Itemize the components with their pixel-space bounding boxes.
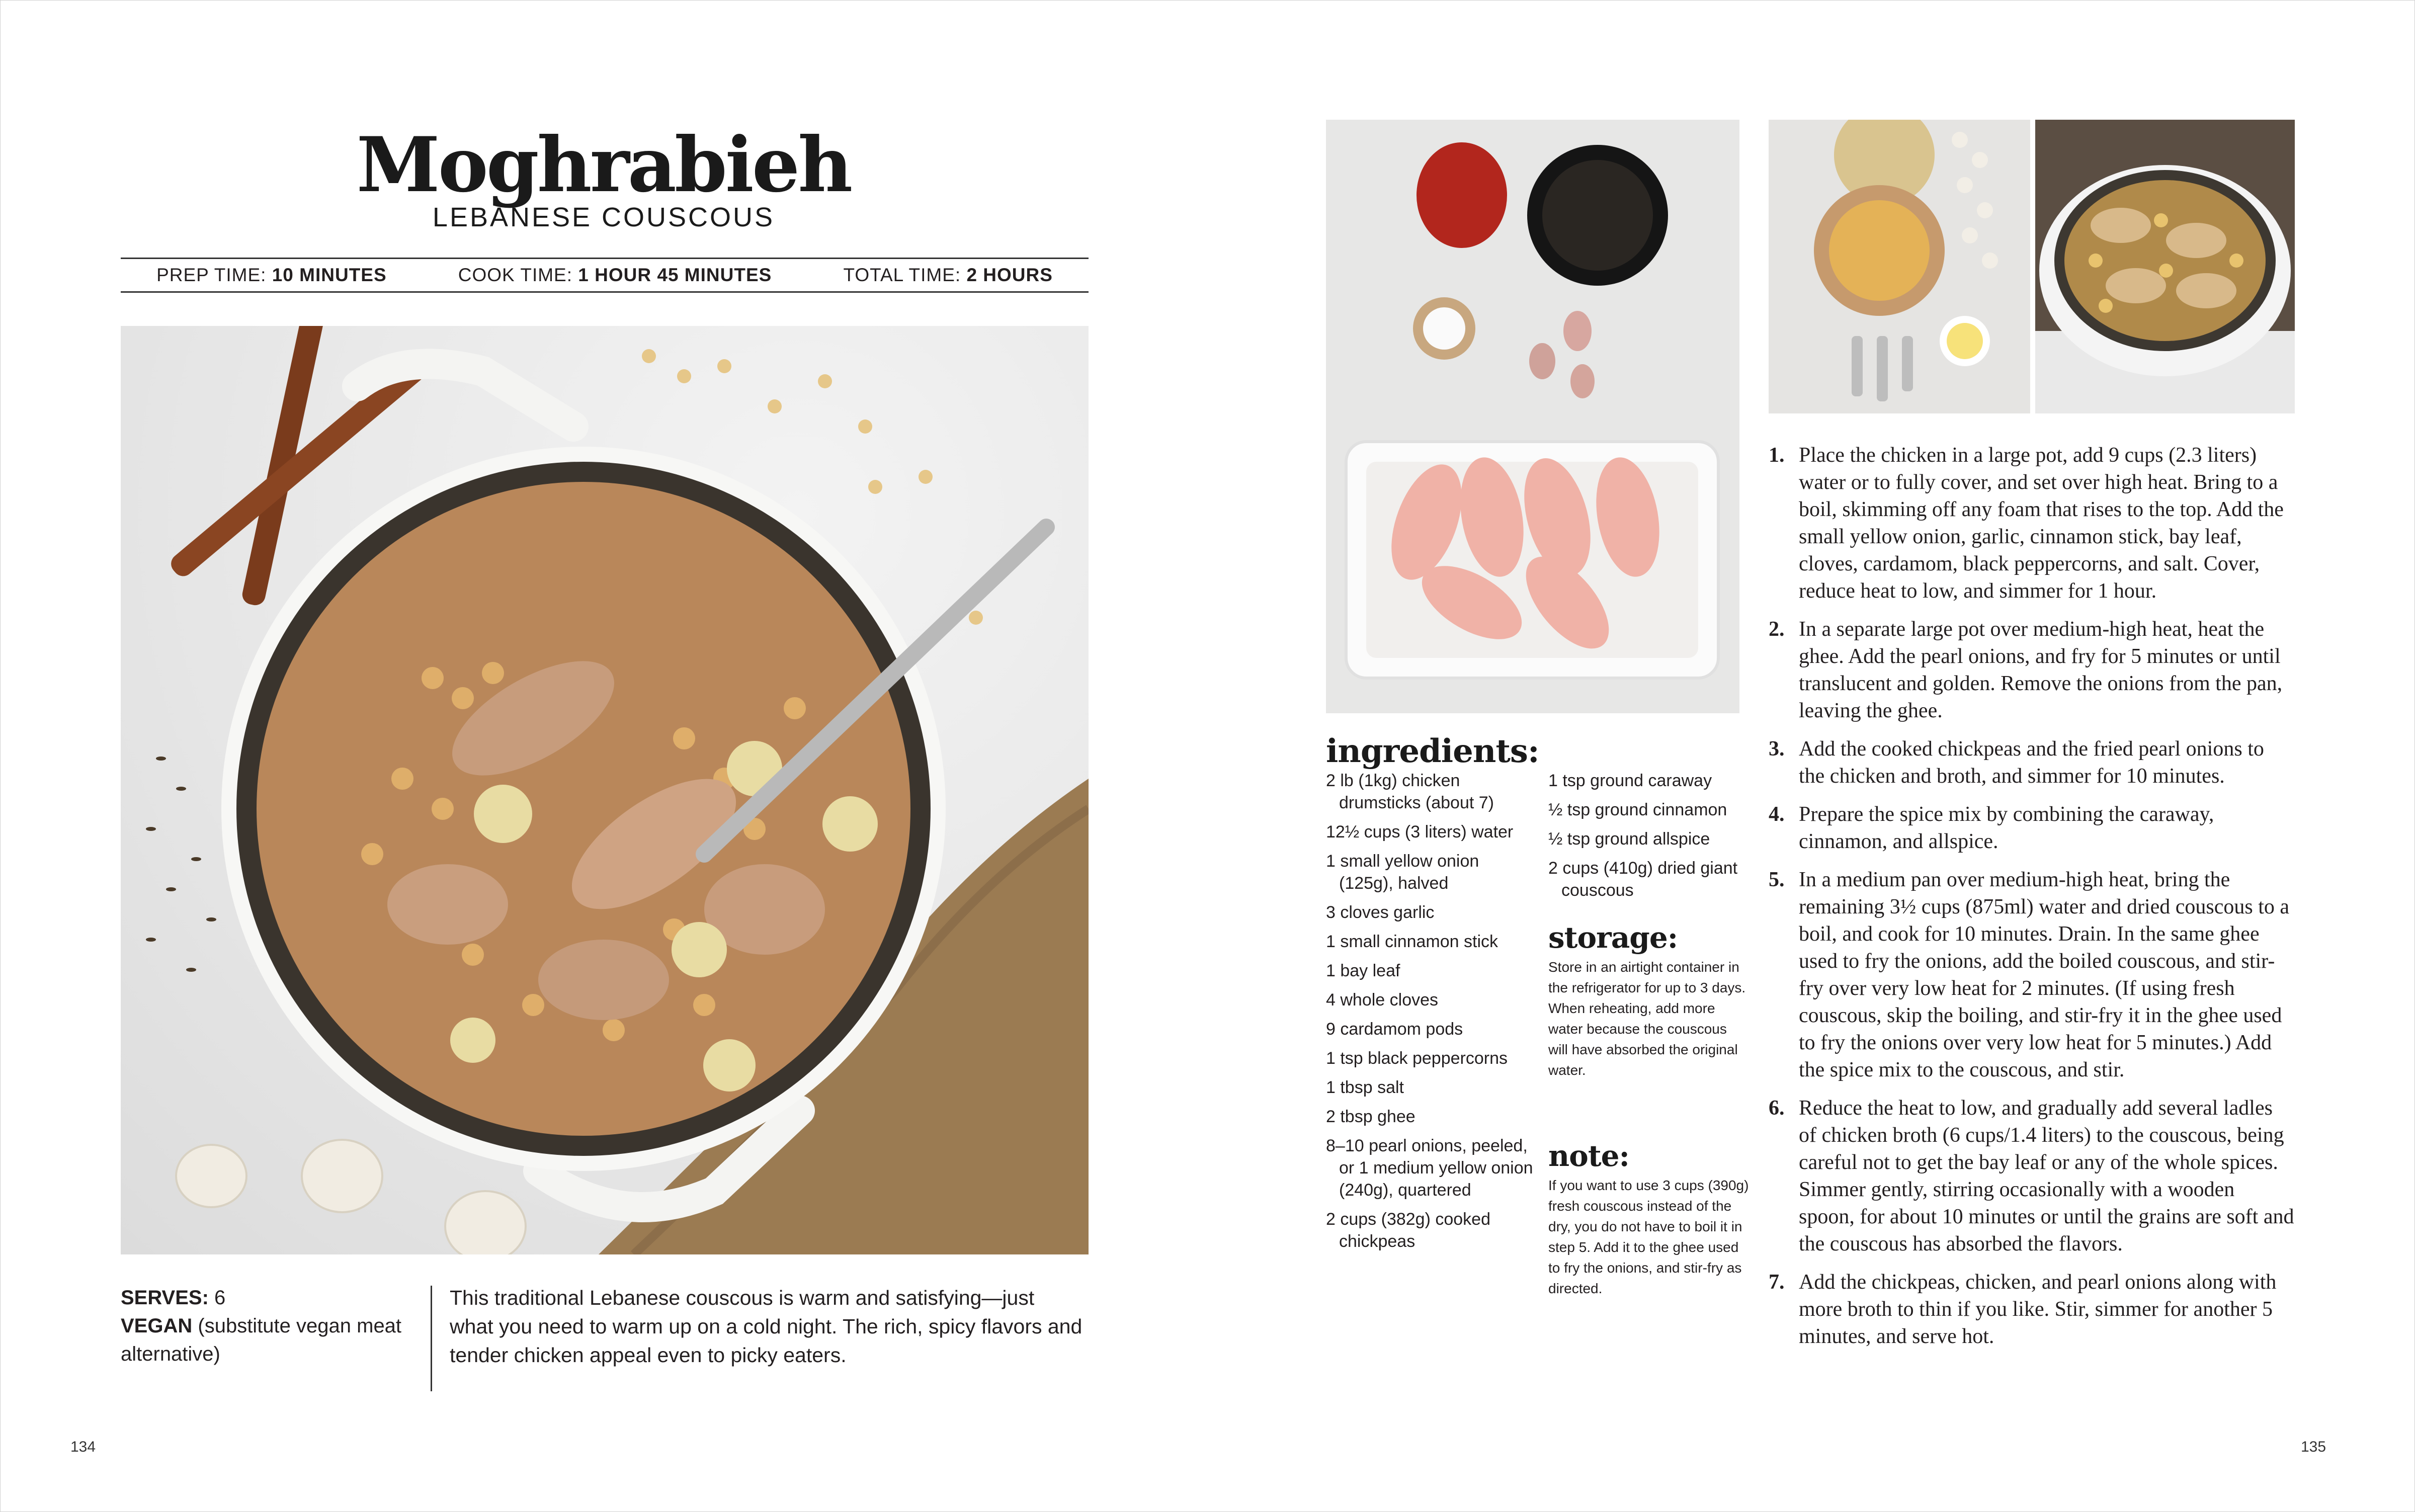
recipe-subtitle: LEBANESE COUSCOUS <box>432 202 775 232</box>
cooking-pot-illustration <box>2035 120 2295 413</box>
cook-time: COOK TIME: 1 HOUR 45 MINUTES <box>458 265 772 285</box>
method-step <box>1769 801 2295 855</box>
hero-photo <box>121 326 1089 1254</box>
ingredient-item: 4 whole cloves <box>1326 990 1439 1010</box>
serves-value: 6 <box>214 1287 226 1309</box>
ingredient-item: ½ tsp ground allspice <box>1548 829 1710 849</box>
spices-illustration <box>1769 120 2030 413</box>
page-number-left: 134 <box>70 1439 96 1455</box>
step-text: Add the cooked chickpeas and the fried pearl onions to the chicken and broth, and simmer for 10 minutes. <box>1799 737 2264 788</box>
step-number: 4. <box>1769 803 1785 826</box>
method-steps <box>1769 442 2295 1361</box>
step-number: 5. <box>1769 868 1785 891</box>
ingredients-heading: ingredients: <box>1326 732 1539 770</box>
ingredient-item: 1 tsp black peppercorns <box>1326 1049 1508 1068</box>
ingredient-item: 2 lb (1kg) chicken drumsticks (about 7) <box>1326 771 1494 812</box>
couscous-pot-illustration <box>121 326 1089 1254</box>
step-text: Prepare the spice mix by combining the caraway, cinnamon, and allspice. <box>1799 803 2214 853</box>
method-step <box>1769 442 2295 605</box>
storage-text: Store in an airtight container in the refrigerator for up to 3 days. When reheating, add more water because the couscous will have absorbed the original water. <box>1548 959 1746 1078</box>
step-number: 7. <box>1769 1271 1785 1294</box>
page-number-right: 135 <box>2301 1439 2326 1455</box>
method-step <box>1769 616 2295 724</box>
note-heading: note: <box>1548 1139 1629 1173</box>
ingredient-item: 1 tsp ground caraway <box>1548 771 1712 790</box>
storage-heading: storage: <box>1548 920 1678 955</box>
step-text: In a medium pan over medium-high heat, bring the remaining 3½ cups (875ml) water and dried couscous to a boil, and cook for 10 minutes. Drain. In the same ghee used to fry the onions, add the boiled couscous, and stir-fry over very low heat for 2 minutes. (If using fresh couscous, skip the boiling, and stir-fry it in the ghee used to fry the onions over very low heat for 5 minutes.) Add the spice mix to the couscous, and stir. <box>1799 868 2290 1081</box>
ingredient-item: 1 bay leaf <box>1326 961 1400 980</box>
vegan-note: (substitute vegan meat alternative) <box>121 1315 402 1365</box>
step-text: Add the chickpeas, chicken, and pearl onions along with more broth to thin if you like. Stir, simmer for another 5 minutes, and serve hot. <box>1799 1271 2277 1348</box>
prep-time: PREP TIME: 10 MINUTES <box>156 265 387 285</box>
recipe-intro: This traditional Lebanese couscous is warm and satisfying—just what you need to warm up on a cold night. The rich, spicy flavors and tender chicken appeal even to picky eaters. <box>450 1286 1082 1367</box>
note-text: If you want to use 3 cups (390g) fresh couscous instead of the dry, you do not have to boil it in step 5. Add it to the ghee used to fry the onions, and stir-fry as directed. <box>1548 1178 1749 1296</box>
vegan-label: VEGAN <box>121 1315 193 1337</box>
ingredient-item: 2 cups (382g) cooked chickpeas <box>1326 1210 1490 1251</box>
ingredient-item: 1 small yellow onion (125g), halved <box>1326 852 1479 893</box>
step-number: 1. <box>1769 444 1785 467</box>
step-number: 3. <box>1769 737 1785 761</box>
ingredient-item: 3 cloves garlic <box>1326 903 1435 922</box>
serves-label: SERVES: <box>121 1287 209 1309</box>
ingredients-list-2 <box>1548 770 1750 908</box>
ingredient-item: 8–10 pearl onions, peeled, or 1 medium yellow onion (240g), quartered <box>1326 1136 1533 1200</box>
time-bar <box>121 258 1089 293</box>
pot-photo <box>2035 120 2295 413</box>
ingredient-item: 2 cups (410g) dried giant couscous <box>1548 859 1738 900</box>
step-text: In a separate large pot over medium-high heat, heat the ghee. Add the pearl onions, and fry for 5 minutes or until translucent and golden. Remove the onions from the pan, leaving the ghee. <box>1799 618 2283 722</box>
ingredient-item: ½ tsp ground cinnamon <box>1548 800 1727 819</box>
ingredients-photo <box>1326 120 1739 713</box>
ingredient-item: 9 cardamom pods <box>1326 1020 1463 1039</box>
method-step <box>1769 1269 2295 1350</box>
recipe-title: Moghrabieh <box>356 121 851 209</box>
ingredient-item: 1 small cinnamon stick <box>1326 932 1498 951</box>
divider <box>431 1286 432 1391</box>
step-text: Reduce the heat to low, and gradually add several ladles of chicken broth (6 cups/1.4 liters) to the couscous, being careful not to get the bay leaf or any of the whole spices. Simmer gently, stirring occasionally with a wooden spoon, for about 10 minutes or until the grains are soft and the couscous has absorbed the flavors. <box>1799 1097 2294 1255</box>
method-step <box>1769 866 2295 1083</box>
method-step <box>1769 1095 2295 1257</box>
method-step <box>1769 735 2295 790</box>
step-text: Place the chicken in a large pot, add 9 cups (2.3 liters) water or to fully cover, and set over high heat. Bring to a boil, skimming off any foam that rises to the top. Add the small yellow onion, garlic, cinnamon stick, bay leaf, cloves, cardamom, black peppercorns, and salt. Cover, reduce heat to low, and simmer for 1 hour. <box>1799 444 2284 603</box>
spice-photo <box>1769 120 2030 413</box>
ingredient-item: 1 tbsp salt <box>1326 1078 1404 1097</box>
step-number: 6. <box>1769 1097 1785 1120</box>
ingredient-item: 12½ cups (3 liters) water <box>1326 822 1514 842</box>
serves-block <box>121 1284 433 1368</box>
ingredients-illustration <box>1326 120 1739 713</box>
step-number: 2. <box>1769 618 1785 641</box>
ingredients-list-1 <box>1326 770 1537 1259</box>
ingredient-item: 2 tbsp ghee <box>1326 1107 1415 1126</box>
total-time: TOTAL TIME: 2 HOURS <box>843 265 1053 285</box>
